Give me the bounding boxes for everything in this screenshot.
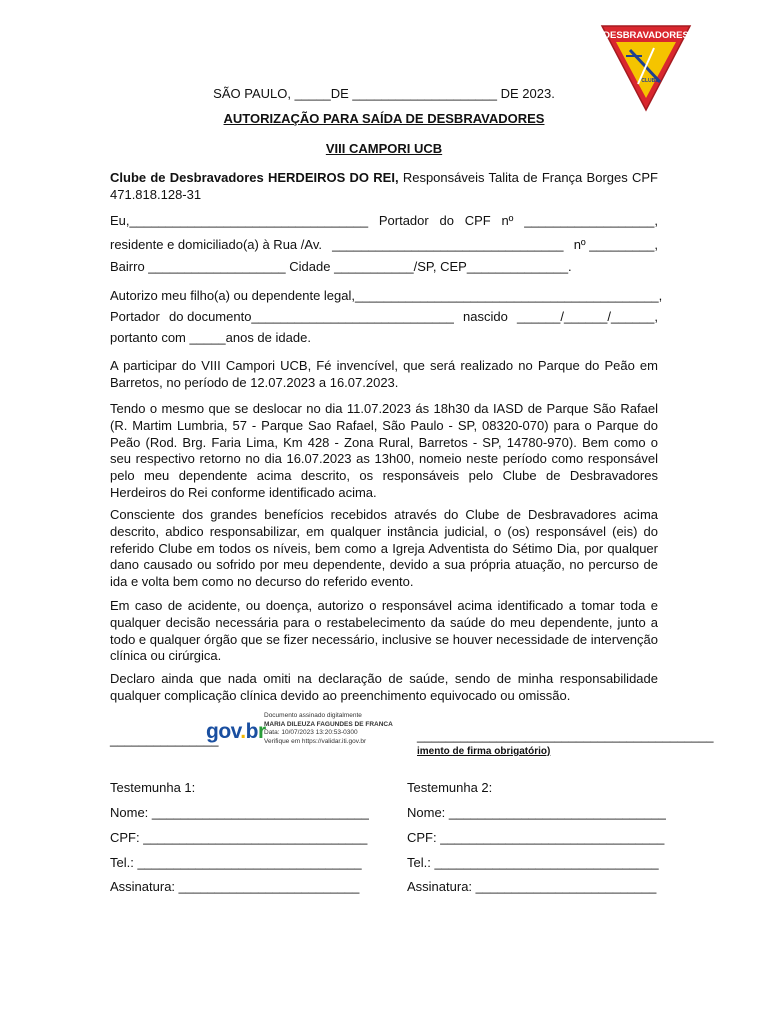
witness-2-tel-field[interactable]: Tel.: _______________________________ (407, 855, 659, 870)
cpf-field[interactable]: __________________, (524, 213, 658, 228)
witness-1-name-field[interactable]: Nome: ______________________________ (110, 805, 369, 820)
age-row[interactable]: portanto com _____anos de idade. (110, 330, 311, 345)
signature-block (110, 712, 714, 760)
govbr-r: r (257, 720, 266, 743)
witness-2-signature-field[interactable]: Assinatura: _________________________ (407, 879, 657, 894)
residence-row (110, 237, 658, 253)
eu-label-cpf: CPF (464, 213, 491, 228)
witness-1-label: Testemunha 1: (110, 780, 196, 795)
stamp-title: Documento assinado digitalmente (264, 712, 362, 719)
intro-paragraph (110, 170, 658, 204)
place-date-line: SÃO PAULO, _____DE ____________________ DE 2023. (213, 86, 555, 101)
paragraph-medical: Em caso de acidente, ou doença, autorizo o responsável acima identificado a tomar toda e qualquer decisão necessária para o restabelecimento da saúde do meu dependente, junto a todo e qualquer órgão que se fizer necessário, inclusive se houver necessidade de intervenção clínica ou cirúrgica. (110, 598, 658, 664)
paragraph-travel: Tendo o mesmo que se deslocar no dia 11.07.2023 ás 18h30 da IASD de Parque São Rafael (R. Martim Lumbria, 57 - Parque Sao Rafael, São Paulo - SP, 08320-070) para o Parque do Peão (Rod. Brg. Faria Lima, Km 428 - Zona Rural, Barretos - SP, 14780-970). Bem como o seu respectivo retorno no dia 16.07.2023 as 13h00, nomeio neste período como responsável pelo meu dependente acima descrito, os responsáveis pelo Clube de Desbravadores Herdeiros do Rei conforme identificado acima. (110, 401, 658, 500)
portador-label: Portador (110, 309, 160, 324)
autorizo-label: Autorizo meu filho(a) ou dependente legal, (110, 288, 355, 303)
bairro-row[interactable]: Bairro ___________________ Cidade ___________/SP, CEP______________. (110, 259, 572, 274)
stamp-signer-name: MARIA DILEUZA FAGUNDES DE FRANCA (264, 720, 393, 728)
birthdate-field[interactable]: ______/______/______, (517, 309, 658, 324)
svg-text:DESBRAVADORES: DESBRAVADORES (603, 30, 689, 41)
paragraph-declaration: Declaro ainda que nada omiti na declaração de saúde, sendo de minha responsabilidade qualquer complicação clínica devido ao preenchimento equivocado ou omissão. (110, 671, 658, 703)
witness-2-cpf-field[interactable]: CPF: _______________________________ (407, 830, 665, 845)
witness-2-name-field[interactable]: Nome: ______________________________ (407, 805, 666, 820)
stamp-verify-link[interactable]: Verifique em https://validar.iti.gov.br (264, 737, 367, 745)
stamp-date: Data: 10/07/2023 13:20:53-0300 (264, 729, 358, 736)
club-name: Clube de Desbravadores HERDEIROS DO REI, (110, 170, 399, 185)
notary-signature-line[interactable]: _________________________________________ (417, 728, 714, 743)
svg-text:CLUBE: CLUBE (641, 78, 659, 84)
number-field[interactable]: nº _________, (573, 237, 658, 252)
eu-label-no: nº (501, 213, 514, 228)
digital-signature-stamp (264, 712, 393, 746)
dependent-name-field[interactable]: __________________________________________, (355, 288, 663, 303)
witness-1-cpf-field[interactable]: CPF: _______________________________ (110, 830, 368, 845)
paragraph-participation: A participar do VIII Campori UCB, Fé invencível, que será realizado no Parque do Peão em Barretos, no período de 12.07.2023 a 16.07.2023. (110, 358, 658, 390)
document-title: AUTORIZAÇÃO PARA SAÍDA DE DESBRAVADORES (223, 111, 545, 126)
street-field[interactable]: ________________________________ (332, 237, 564, 252)
witness-2-label: Testemunha 2: (407, 780, 493, 795)
notary-caption: imento de firma obrigatório) (417, 746, 551, 757)
govbr-dot: . (240, 720, 246, 743)
residence-label: residente e domiciliado(a) à Rua /Av. (110, 237, 322, 252)
eu-label-portador: Portador (378, 213, 429, 228)
nascido-label: nascido (463, 309, 508, 324)
portador-row (110, 309, 658, 325)
autorizo-row (110, 288, 663, 304)
paragraph-liability: Consciente dos grandes benefícios recebidos através do Clube de Desbravadores acima descrito, abdico responsabilizar, em qualquer instância judicial, o (os) responsável (eis) do referido Clube em todos os níveis, bem como a Igreja Adventista do Sétimo Dia, por qualquer dano causado ou sofrido por meu dependente, devido a sua própria atuação, no percurso de ida e volta bem como no decurso do referido evento. (110, 507, 658, 590)
guardian-signature-line[interactable]: _______________ (110, 732, 219, 747)
govbr-b: b (245, 720, 258, 743)
witness-1-signature-field[interactable]: Assinatura: _________________________ (110, 879, 360, 894)
govbr-gov: gov (206, 720, 241, 743)
eu-field[interactable]: Eu,_________________________________ (110, 213, 369, 228)
eu-label-do: do (439, 213, 454, 228)
witness-1-tel-field[interactable]: Tel.: _______________________________ (110, 855, 362, 870)
govbr-logo (206, 720, 266, 744)
document-subtitle: VIII CAMPORI UCB (325, 141, 443, 156)
document-field[interactable]: do documento____________________________ (169, 309, 454, 324)
responsibles-text: Responsáveis Talita de França Borges CPF 471.818.128-31 (110, 170, 658, 202)
eu-field-row (110, 213, 658, 229)
